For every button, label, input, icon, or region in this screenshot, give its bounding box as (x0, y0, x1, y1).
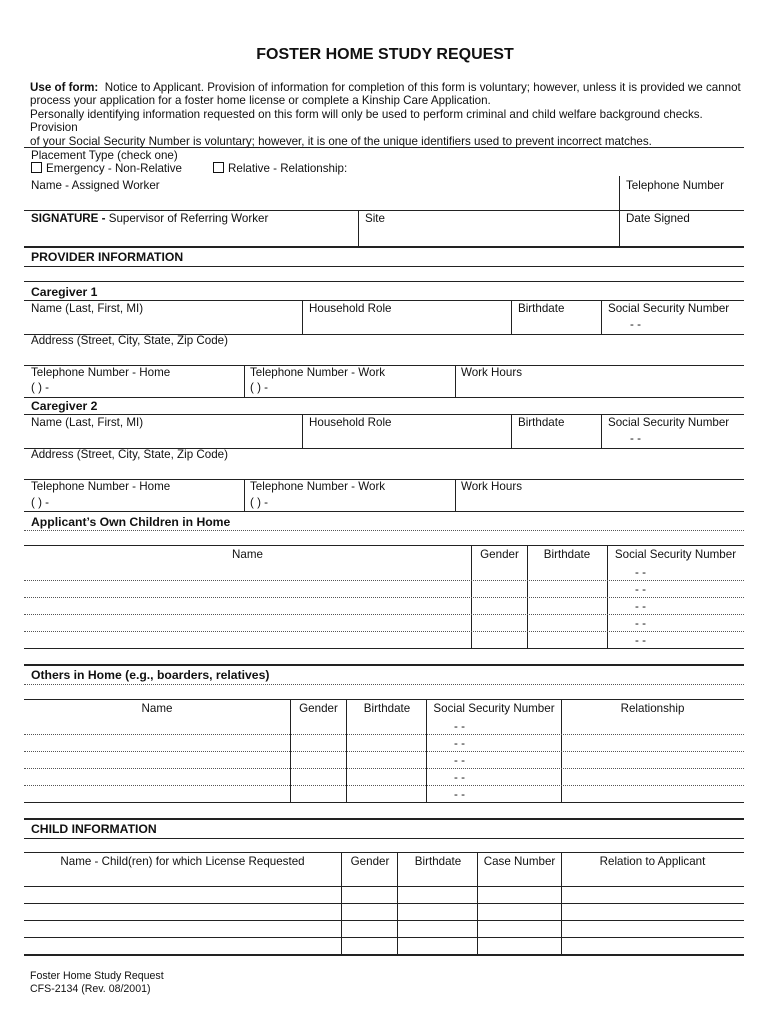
col-name: Name (141, 702, 173, 715)
child-information-header: CHILD INFORMATION (31, 822, 157, 836)
col-birthdate: Birthdate (414, 855, 462, 868)
ssn-mask[interactable]: - - (635, 617, 646, 630)
rule (24, 955, 744, 956)
ssn-mask[interactable]: - - (630, 432, 641, 445)
phone-mask-work[interactable]: ( ) - (250, 496, 269, 509)
option-label: Relative - Relationship: (228, 162, 348, 175)
col-gender: Gender (480, 548, 519, 561)
table-row[interactable] (24, 751, 744, 752)
telephone-home-label: Telephone Number - Home (31, 366, 171, 379)
rule (24, 147, 744, 148)
ssn-mask[interactable]: - - (635, 600, 646, 613)
footer-form-number: CFS-2134 (Rev. 08/2001) (30, 983, 151, 995)
rule (24, 664, 744, 666)
rule (24, 699, 744, 700)
col-ssn: Social Security Number (614, 548, 737, 561)
col-gender: Gender (299, 702, 338, 715)
date-signed-label: Date Signed (626, 212, 690, 225)
telephone-home-label: Telephone Number - Home (31, 480, 171, 493)
address-label: Address (Street, City, State, Zip Code) (31, 448, 228, 461)
ssn-mask[interactable]: - - (635, 634, 646, 647)
others-in-home-heading: Others in Home (e.g., boarders, relatives) (31, 668, 270, 682)
notice-line-4: of your Social Security Number is voluntary; however, it is one of the unique identifiers used to prevent incorrect matches. (30, 134, 652, 148)
caregiver-1-heading: Caregiver 1 (31, 285, 98, 299)
col-birthdate: Birthdate (543, 548, 591, 561)
ssn-mask[interactable]: - - (454, 771, 465, 784)
option-label: Emergency - Non-Relative (46, 162, 182, 175)
rule (24, 684, 744, 685)
table-row[interactable] (24, 580, 744, 581)
work-hours-label: Work Hours (461, 480, 522, 493)
birthdate-label: Birthdate (518, 302, 565, 315)
rule (24, 511, 744, 512)
divider (601, 414, 602, 448)
table-row[interactable] (24, 597, 744, 598)
rule (24, 210, 744, 211)
household-role-label: Household Role (309, 302, 392, 315)
col-child-name: Name - Child(ren) for which License Requested (60, 855, 305, 868)
table-row[interactable] (24, 768, 744, 769)
rule (24, 281, 744, 282)
caregiver-2-heading: Caregiver 2 (31, 399, 98, 413)
page-title: FOSTER HOME STUDY REQUEST (256, 46, 514, 63)
divider (455, 479, 456, 511)
divider (302, 414, 303, 448)
signature-label (31, 212, 268, 225)
table-row[interactable] (24, 631, 744, 632)
table-row[interactable] (24, 937, 744, 938)
ssn-mask[interactable]: - - (454, 788, 465, 801)
name-label: Name (Last, First, MI) (31, 302, 144, 315)
notice-line-2: process your application for a foster home license or complete a Kinship Care Application. (30, 94, 491, 108)
provider-information-header: PROVIDER INFORMATION (31, 250, 184, 264)
ssn-mask[interactable]: - - (454, 737, 465, 750)
table-row[interactable] (24, 614, 744, 615)
birthdate-label: Birthdate (518, 416, 565, 429)
divider (244, 479, 245, 511)
checkbox-box[interactable] (31, 162, 42, 173)
work-hours-label: Work Hours (461, 366, 522, 379)
footer-title: Foster Home Study Request (30, 970, 164, 982)
ssn-mask[interactable]: - - (635, 566, 646, 579)
placement-type-label: Placement Type (check one) (31, 149, 178, 162)
telephone-work-label: Telephone Number - Work (250, 480, 386, 493)
ssn-mask[interactable]: - - (635, 583, 646, 596)
table-row[interactable] (24, 886, 744, 887)
divider (511, 414, 512, 448)
col-relation: Relation to Applicant (599, 855, 706, 868)
divider (455, 365, 456, 397)
rule (24, 397, 744, 398)
notice-text (30, 81, 750, 148)
divider (619, 176, 620, 246)
rule (24, 300, 744, 301)
col-birthdate: Birthdate (363, 702, 411, 715)
ssn-mask[interactable]: - - (630, 318, 641, 331)
rule (24, 266, 744, 267)
site-label: Site (365, 212, 385, 225)
table-row[interactable] (24, 920, 744, 921)
rule (24, 246, 744, 248)
phone-mask-home[interactable]: ( ) - (31, 381, 50, 394)
use-of-form-label: Use of form: (30, 81, 99, 94)
signature-bold: SIGNATURE - (31, 212, 106, 225)
ssn-mask[interactable]: - - (454, 754, 465, 767)
rule (24, 414, 744, 415)
ssn-label: Social Security Number (608, 302, 730, 315)
signature-rest: Supervisor of Referring Worker (105, 212, 269, 225)
rule (24, 530, 744, 531)
divider (244, 365, 245, 397)
own-children-heading: Applicant’s Own Children in Home (31, 515, 231, 529)
relative-relationship-checkbox[interactable] (213, 162, 347, 175)
telephone-work-label: Telephone Number - Work (250, 366, 386, 379)
ssn-label: Social Security Number (608, 416, 730, 429)
address-label: Address (Street, City, State, Zip Code) (31, 334, 228, 347)
emergency-non-relative-checkbox[interactable] (31, 162, 182, 175)
col-ssn: Social Security Number (433, 702, 555, 715)
divider (358, 210, 359, 246)
notice-line-3: Personally identifying information requested on this form will only be used to perform criminal and child welfare background checks. Provision (30, 107, 703, 135)
household-role-label: Household Role (309, 416, 392, 429)
divider (302, 300, 303, 334)
phone-mask-home[interactable]: ( ) - (31, 496, 50, 509)
name-label: Name (Last, First, MI) (31, 416, 144, 429)
col-case-number: Case Number (483, 855, 556, 868)
rule (24, 818, 744, 820)
notice-line-1: Notice to Applicant. Provision of information for completion of this form is voluntary; however, unless it is provided we cannot (104, 81, 741, 94)
assigned-worker-label: Name - Assigned Worker (31, 179, 160, 192)
col-relationship: Relationship (620, 702, 685, 715)
rule (24, 838, 744, 839)
col-gender: Gender (350, 855, 390, 868)
telephone-number-label: Telephone Number (626, 179, 724, 192)
col-name: Name (232, 548, 263, 561)
rule (24, 852, 744, 853)
table-row[interactable] (24, 903, 744, 904)
table-row[interactable] (24, 785, 744, 786)
checkbox-box[interactable] (213, 162, 224, 173)
ssn-mask[interactable]: - - (454, 720, 465, 733)
rule (24, 545, 744, 546)
divider (511, 300, 512, 334)
divider (601, 300, 602, 334)
table-row[interactable] (24, 734, 744, 735)
rule (24, 648, 744, 649)
rule (24, 802, 744, 803)
phone-mask-work[interactable]: ( ) - (250, 381, 269, 394)
